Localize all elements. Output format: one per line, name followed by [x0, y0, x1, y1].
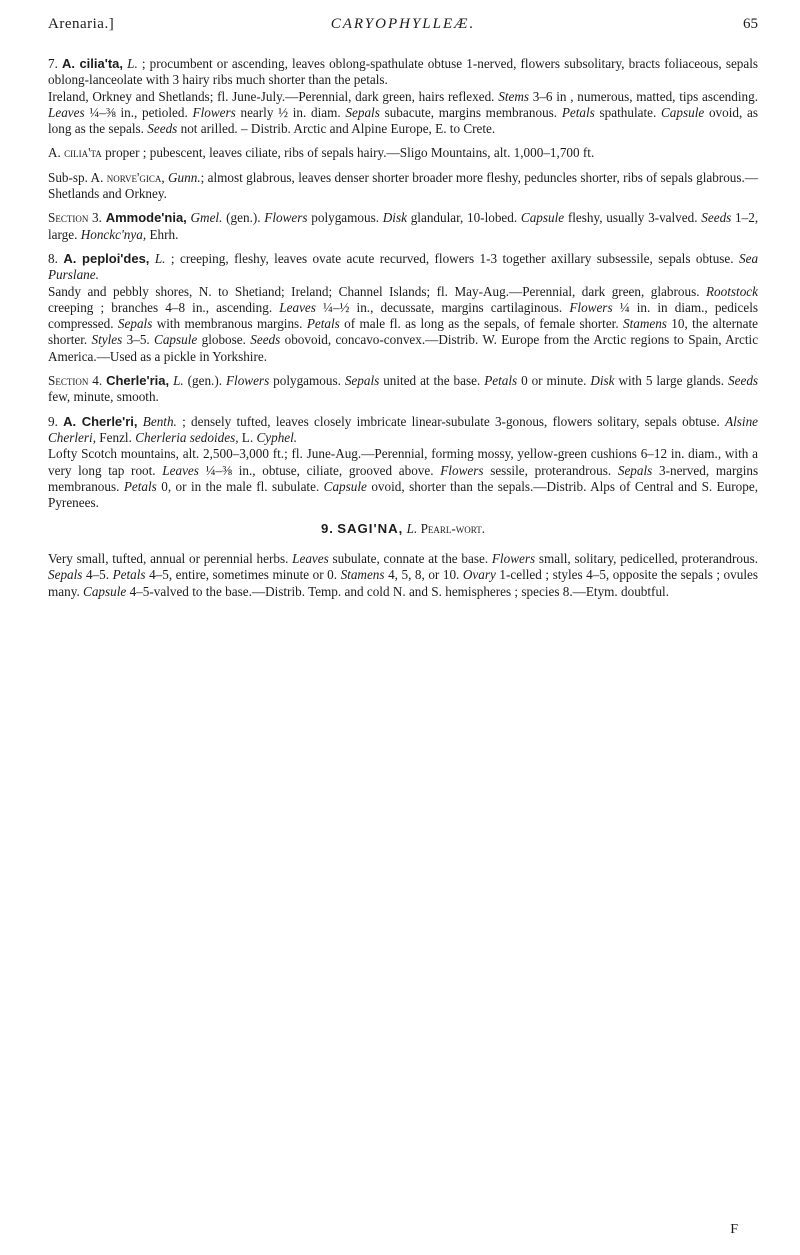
flowers-label: Flowers [192, 104, 236, 120]
seeds-text: not arilled. [180, 121, 238, 137]
sepals-label: Sepals [48, 567, 83, 583]
stamens-text: 4, 5, 8, or 10. [388, 567, 460, 583]
seeds-label: Seeds [147, 121, 178, 137]
disk-text: with 5 large glands. [618, 373, 725, 389]
species-number: 9. [48, 413, 58, 429]
sepals-text: united at the base. [383, 373, 481, 389]
habitat: Lofty Scotch mountains, alt. 2,500–3,000 ft.; fl. June-Aug.—Perennial, forming mossy, yellow-green cushions 6–12 in. diam., with a very long tap root. [48, 446, 758, 478]
petals-text: spathulate. [599, 104, 657, 120]
leaves-label: Leaves [279, 299, 316, 315]
habitat: Sandy and pebbly shores, N. to Shetiand; Ireland; Channel Islands; fl. May-Aug.—Perennial, dark green, glabrous. [48, 283, 700, 299]
flowers-label: Flowers [264, 210, 308, 226]
subspecies-prefix: Sub-sp. A. [48, 169, 104, 185]
petals-label: Petals [306, 316, 340, 332]
species-description: ; creeping, fleshy, leaves ovate acute recurved, flowers 1-3 together axillary subsessile, sepals obtuse. [170, 250, 734, 266]
sepals-text: 3-nerved, margins membranous. [48, 462, 759, 494]
authority: L. [173, 373, 184, 389]
petals-label: Petals [484, 373, 518, 389]
capsule-label: Capsule [520, 210, 565, 226]
sepals-label: Sepals [344, 373, 380, 389]
petals-text: 4–5, entire, sometimes minute or 0. [149, 567, 338, 583]
flowers-label: Flowers [440, 462, 484, 478]
leaves-text: ¼–½ in., decussate, margins cartilaginous. [323, 299, 563, 315]
signature-mark: F [730, 1222, 738, 1237]
sepals-label: Sepals [117, 316, 153, 332]
running-header [48, 10, 758, 42]
capsule-text: ovoid, as long as the sepals. [48, 104, 758, 137]
species-number: 8. [48, 250, 58, 266]
petals-label: Petals [112, 567, 146, 583]
species-description: ; densely tufted, leaves closely imbricate linear-subulate 3-gonous, flowers solitary, sepals obtuse. [182, 413, 720, 429]
synonym: Cherleria sedoides, [135, 429, 239, 445]
capsule-text: 4–5-valved to the base.—Distrib. Temp. and cold N. and S. hemispheres ; species 8.—Etym. doubtful. [129, 583, 670, 599]
flowers-text: ¼ in. in diam., pedicels compressed. [48, 299, 759, 332]
common-name: Cyphel. [256, 429, 298, 445]
header-section: Arenaria.] [48, 16, 115, 32]
species-name: A. peploi'des, [63, 250, 150, 266]
genus-habit: Very small, tufted, annual or perennial herbs. [48, 550, 289, 566]
ovary-label: Ovary [462, 567, 496, 583]
petals-label: Petals [561, 104, 595, 120]
synonym: Alsine Cherleri, [48, 413, 759, 445]
section-3-ammodenia [48, 210, 758, 243]
genus-number: 9. [320, 521, 334, 537]
capsule-text: fleshy, usually 3-valved. [567, 210, 698, 226]
subspecies-text: ; almost glabrous, leaves denser shorter broader more fleshy, peduncles shorter, ribs of sepals glabrous.—Shetlands and Orkney. [48, 169, 759, 202]
page-body [48, 56, 758, 613]
authority: L. [127, 56, 138, 71]
section-label: Section 3. [48, 210, 102, 226]
ovary-text: 1-celled ; styles 4–5, opposite the sepals ; ovules many. [48, 567, 758, 599]
section-4-cherleria [48, 373, 758, 406]
genus-marker: (gen.). [187, 373, 223, 389]
subspecies-name: norve'gica, [106, 169, 165, 185]
sepals-text: subacute, margins membranous. [384, 104, 558, 120]
styles-text: 3–5. [126, 332, 150, 348]
petals-text: 0 or minute. [521, 373, 587, 389]
synonym: Honckc'nya, [80, 226, 147, 242]
flowers-label: Flowers [569, 299, 613, 315]
distribution: – Distrib. Arctic and Alpine Europe, E. to Crete. [241, 121, 496, 137]
leaves-text: ¼–⅜ in., petioled. [89, 104, 188, 120]
genus-name: SAGI'NA, [337, 521, 404, 537]
species-name: A. Cherle'ri, [63, 413, 138, 429]
flowers-label: Flowers [491, 550, 536, 566]
species-number: 7. [48, 56, 58, 71]
seeds-text: obovoid, concavo-convex.—Distrib. W. Europe from the Arctic regions to Spain, Arctic America.—Used as a pickle in Yorkshire. [48, 332, 759, 364]
variety-name: cilia'ta [64, 145, 102, 161]
authority: Benth. [142, 413, 177, 429]
genus-marker: (gen.). [226, 210, 261, 226]
species-description: ; procumbent or ascending, leaves oblong-spathulate obtuse 1-nerved, flowers subsolitary, bracts foliaceous, sepals oblong-lanceolate with 3 hairy ribs much shorter than the petals. [48, 56, 759, 88]
capsule-text: ovoid, shorter than the sepals.—Distrib. Alps of Central and S. Europe, Pyrenees. [48, 478, 758, 511]
habitat: Ireland, Orkney and Shetlands; fl. June-July.—Perennial, dark green, hairs reflexed. [48, 88, 495, 104]
seeds-label: Seeds [701, 210, 732, 226]
section-label: Section 4. [48, 373, 103, 389]
flowers-text: small, solitary, pedicelled, proterandrous. [538, 550, 758, 566]
seeds-text: few, minute, smooth. [48, 389, 159, 405]
capsule-label: Capsule [323, 478, 367, 494]
genus-description [48, 551, 758, 600]
flowers-text: polygamous. [273, 373, 341, 389]
capsule-label: Capsule [83, 583, 127, 599]
flowers-label: Flowers [225, 373, 270, 389]
stamens-text: 10, the alternate shorter. [48, 316, 758, 348]
petals-text: of male fl. as long as the sepals, of female shorter. [344, 316, 619, 332]
capsule-label: Capsule [661, 104, 705, 120]
subspecies-norvegica [48, 170, 758, 203]
authority: L. [154, 250, 166, 266]
flowers-text: nearly ½ in. diam. [240, 104, 341, 120]
species-entry-7 [48, 56, 758, 137]
stamens-label: Stamens [340, 567, 385, 583]
sepals-label: Sepals [617, 462, 653, 478]
capsule-label: Capsule [154, 332, 198, 348]
petals-text: 0, or in the male fl. subulate. [161, 478, 320, 494]
sepals-text: 4–5. [85, 567, 110, 583]
disk-text: glandular, 10-lobed. [410, 210, 518, 226]
stems-text: 3–6 in , numerous, matted, tips ascending. [532, 88, 759, 104]
seeds-label: Seeds [250, 332, 281, 348]
sepals-label: Sepals [345, 104, 380, 120]
common-name: Sea Purslane. [48, 250, 759, 283]
leaves-text: subulate, connate at the base. [332, 550, 489, 566]
leaves-label: Leaves [162, 462, 199, 478]
disk-label: Disk [590, 373, 615, 389]
variety-ciliata [48, 145, 758, 161]
synonym-authority: L. [241, 429, 254, 445]
stamens-label: Stamens [622, 316, 667, 332]
variety-text: proper ; pubescent, leaves ciliate, ribs of sepals hairy.—Sligo Mountains, alt. 1,000–1,700 ft. [105, 145, 595, 161]
section-name: Ammode'nia, [105, 210, 187, 226]
section-name: Cherle'ria, [106, 373, 170, 389]
common-name: Pearl-wort. [420, 521, 486, 537]
variety-prefix: A. [48, 145, 61, 161]
capsule-text: globose. [201, 332, 246, 348]
species-entry-9 [48, 414, 758, 512]
leaves-text: ¼–⅜ in., obtuse, ciliate, grooved above. [205, 462, 434, 478]
rootstock-text: creeping ; branches 4–8 in., ascending. [48, 299, 273, 315]
seeds-text: 1–2, large. [48, 210, 759, 242]
genus-heading [48, 521, 758, 537]
header-family: CARYOPHYLLEÆ. [330, 16, 476, 32]
page-number: 65 [743, 16, 758, 32]
sepals-text: with membranous margins. [156, 316, 303, 332]
synonym-authority: Ehrh. [149, 226, 179, 242]
synonym-authority: Fenzl. [99, 429, 132, 445]
disk-label: Disk [382, 210, 407, 226]
seeds-label: Seeds [728, 373, 759, 389]
species-entry-8 [48, 251, 758, 365]
stems-label: Stems [498, 88, 529, 104]
rootstock-label: Rootstock [706, 283, 759, 299]
flowers-text: sessile, proterandrous. [490, 462, 612, 478]
flowers-text: polygamous. [311, 210, 380, 226]
species-name: A. cilia'ta, [62, 56, 124, 71]
styles-label: Styles [91, 332, 123, 348]
authority: L. [406, 521, 418, 537]
leaves-label: Leaves [292, 550, 329, 566]
leaves-label: Leaves [48, 104, 85, 120]
authority: Gmel. [190, 210, 223, 226]
petals-label: Petals [123, 478, 157, 494]
authority: Gunn. [168, 169, 201, 185]
